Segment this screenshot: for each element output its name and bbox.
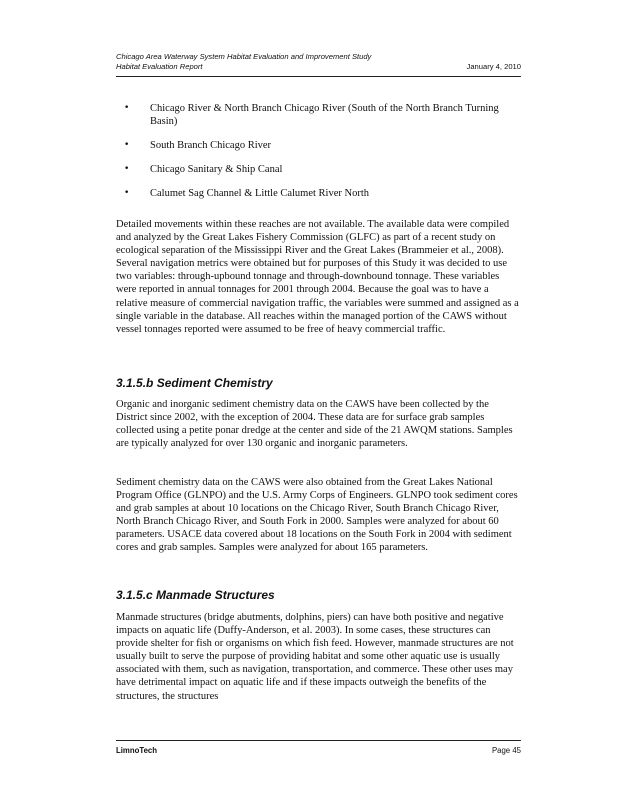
section-heading-sediment: 3.1.5.b Sediment Chemistry (116, 376, 273, 390)
page-header (116, 52, 521, 74)
list-item (116, 139, 520, 152)
paragraph-sediment-district: Organic and inorganic sediment chemistry data on the CAWS have been collected by the District since 2002, with the exception of 2004. These data are for surface grab samples collected using a petite ponar dredge at the center and side of the 21 AWQM stations. Samples are typically analyzed for over 130 organic and inorganic parameters. (116, 399, 513, 450)
list-item-text: Chicago Sanitary & Ship Canal (150, 164, 283, 176)
list-item-text: Calumet Sag Channel & Little Calumet River North (150, 188, 370, 200)
bullet-icon: • (124, 140, 130, 151)
list-item (116, 102, 520, 128)
bullet-icon: • (124, 188, 130, 199)
paragraph-navigation: Detailed movements within these reaches are not available. The available data were compiled and analyzed by the Great Lakes Fishery Commission (GLFC) as part of a recent study on ecological separation of the Mississippi River and the Great Lakes (Brammeier et al., 2008). Several navigation metrics were obtained but for purposes of this Study it was decided to use two variables: through-upbound tonnage and through-downbound tonnage. These variables were reported in annual tonnages for 2001 through 2004. Because the goal was to have a relative measure of commercial navigation traffic, the variables were summed and assigned as a single variable in the database. All reaches within the managed portion of the CAWS without vessel tonnages reported were assumed to be free of heavy commercial traffic. (116, 219, 519, 335)
list-item-text: Chicago River & North Branch Chicago River (South of the North Branch Turning Basin) (150, 103, 499, 128)
header-rule (116, 76, 521, 77)
footer-rule (116, 740, 521, 741)
header-report-title: Habitat Evaluation Report (116, 62, 203, 71)
list-item-text: South Branch Chicago River (150, 140, 272, 152)
list-item (116, 163, 520, 176)
header-date: January 4, 2010 (466, 62, 521, 71)
paragraph-structures: Manmade structures (bridge abutments, dolphins, piers) can have both positive and negative impacts on aquatic life (Duffy-Anderson, et al. 2003). In some cases, these structures can provide shelter for fish or organisms on which fish feed. However, manmade structures are not usually built to serve the purpose of providing habitat and some other aquatic use is usually associated with them, such as navigation, transportation, and commerce. These other uses may have detrimental impact on aquatic life and if these impacts outweigh the benefits of the structures, the structures (116, 612, 514, 702)
list-item (116, 187, 520, 200)
paragraph-sediment-glnpo: Sediment chemistry data on the CAWS were also obtained from the Great Lakes National Program Office (GLNPO) and the U.S. Army Corps of Engineers. GLNPO took sediment cores and grab samples at about 10 locations on the Chicago River, South Branch Chicago River, North Branch Chicago River, and South Fork in 2000. Samples were analyzed for about 60 parameters. USACE data covered about 18 locations on the South Fork in 2004 with sediment cores and grab samples. Samples were analyzed for about 165 parameters. (116, 477, 518, 554)
page-number: Page 45 (491, 746, 521, 755)
section-heading-structures: 3.1.5.c Manmade Structures (116, 588, 275, 602)
footer-brand: LimnoTech (116, 746, 158, 755)
header-study-title: Chicago Area Waterway System Habitat Evaluation and Improvement Study (116, 52, 372, 61)
reach-list (116, 102, 520, 211)
bullet-icon: • (124, 164, 130, 175)
bullet-icon: • (124, 103, 130, 113)
